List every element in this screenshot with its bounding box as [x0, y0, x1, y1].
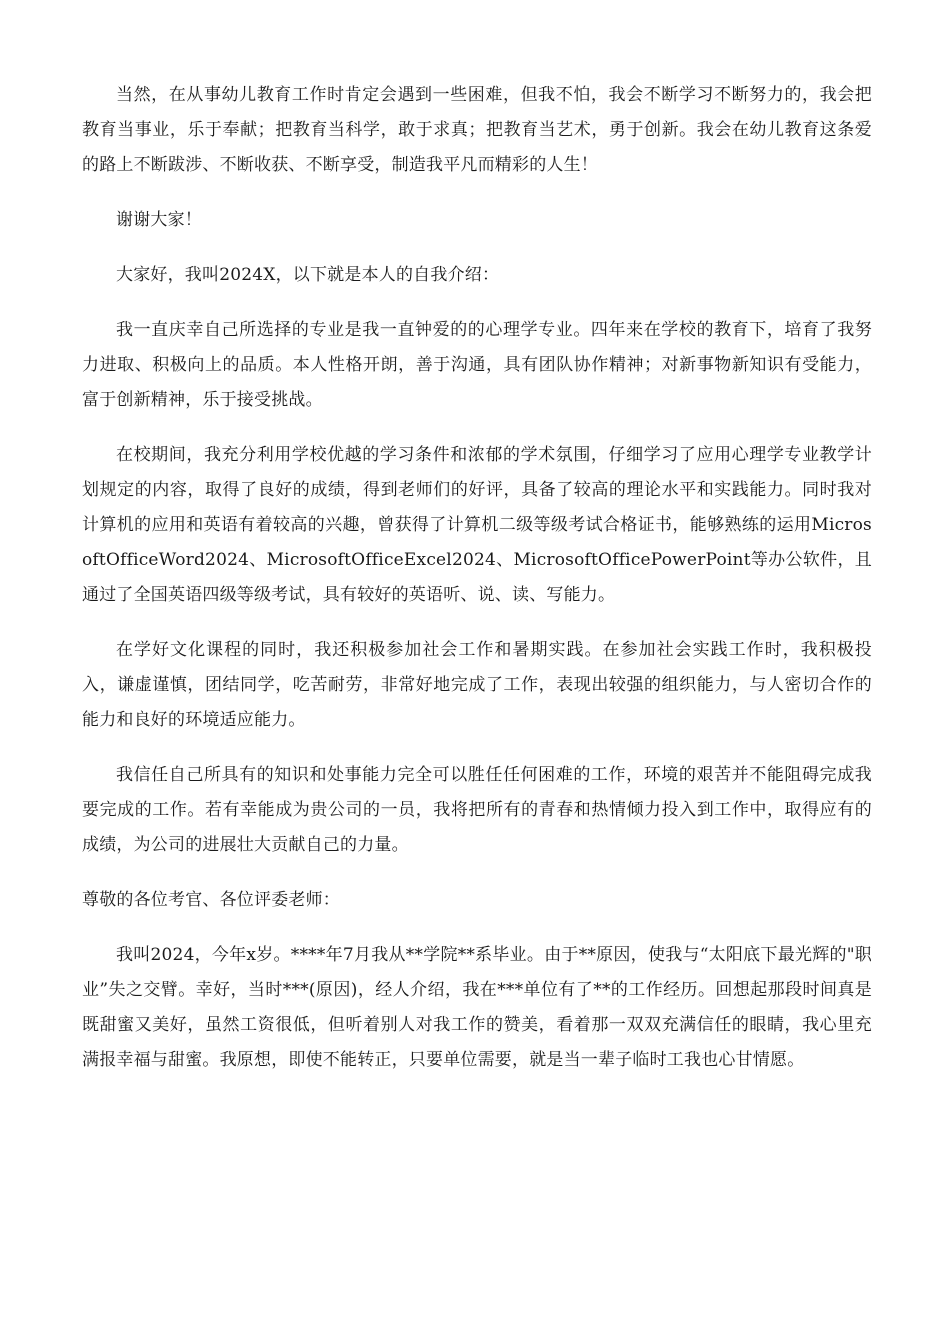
paragraph-conclusion: 当然，在从事幼儿教育工作时肯定会遇到一些困难，但我不怕，我会不断学习不断努力的，我会把教育当事业，乐于奉献；把教育当科学，敢于求真；把教育当艺术，勇于创新。我会在幼儿教育这条爱的路上不断跋涉、不断收获、不断享受，制造我平凡而精彩的人生！	[82, 85, 872, 175]
paragraph-greeting: 大家好，我叫2024X，以下就是本人的自我介绍：	[116, 265, 500, 285]
paragraph-confidence: 我信任自己所具有的知识和处事能力完全可以胜任任何困难的工作，环境的艰苦并不能阻碍完成我要完成的工作。若有幸能成为贵公司的一员，我将把所有的青春和热情倾力投入到工作中，取得应有的成绩，为公司的进展壮大贡献自己的力量。	[82, 765, 872, 855]
document-page	[82, 78, 872, 1098]
paragraph-study: 在校期间，我充分利用学校优越的学习条件和浓郁的学术氛围，仔细学习了应用心理学专业教学计划规定的内容，取得了良好的成绩，得到老师们的好评，具备了较高的理论水平和实践能力。同时我对计算机的应用和英语有着较高的兴趣，曾获得了计算机二级等级考试合格证书，能够熟练的运用MicrosoftOfficeWord2024、MicrosoftOfficeExcel2024、MicrosoftOfficePowerPoint等办公软件，且通过了全国英语四级等级考试，具有较好的英语听、说、读、写能力。	[82, 445, 872, 605]
paragraph-practice: 在学好文化课程的同时，我还积极参加社会工作和暑期实践。在参加社会实践工作时，我积极投入，谦虚谨慎，团结同学，吃苦耐劳，非常好地完成了工作，表现出较强的组织能力，与人密切合作的能力和良好的环境适应能力。	[82, 640, 872, 730]
paragraph-salutation: 尊敬的各位考官、各位评委老师：	[82, 890, 340, 910]
paragraph-thanks: 谢谢大家！	[116, 210, 202, 230]
paragraph-experience: 我叫2024，今年x岁。****年7月我从**学院**系毕业。由于**原因，使我与“太阳底下最光辉的"职业”失之交臂。幸好，当时***(原因)，经人介绍，我在***单位有了**的工作经历。回想起那段时间真是既甜蜜又美好，虽然工资很低，但听着别人对我工作的赞美，看着那一双双充满信任的眼睛，我心里充满报幸福与甜蜜。我原想，即使不能转正，只要单位需要，就是当一辈子临时工我也心甘情愿。	[82, 945, 872, 1070]
paragraph-major: 我一直庆幸自己所选择的专业是我一直钟爱的的心理学专业。四年来在学校的教育下，培育了我努力进取、积极向上的品质。本人性格开朗，善于沟通，具有团队协作精神；对新事物新知识有受能力，富于创新精神，乐于接受挑战。	[82, 320, 872, 410]
